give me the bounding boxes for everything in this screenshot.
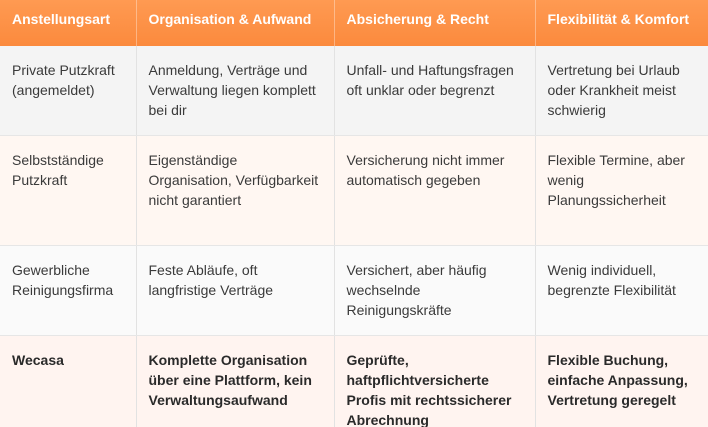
table-row-highlight: [0, 336, 708, 427]
header-flexibilitaet: Flexibilität & Komfort: [535, 0, 708, 46]
cell-anstellungsart: Selbstständige Putzkraft: [0, 136, 136, 246]
table-row: [0, 136, 708, 246]
cell-organisation: Komplette Organisation über eine Plattform, kein Verwaltungsaufwand: [136, 336, 334, 427]
cell-anstellungsart: Wecasa: [0, 336, 136, 427]
cell-flexibilitaet: Flexible Buchung, einfache Anpassung, Vertretung geregelt: [535, 336, 708, 427]
cell-absicherung: Unfall- und Haftungsfragen oft unklar oder begrenzt: [334, 46, 535, 136]
cell-anstellungsart: Private Putzkraft (angemeldet): [0, 46, 136, 136]
header-row: [0, 0, 708, 46]
cell-absicherung: Geprüfte, haftpflichtversicherte Profis mit rechtssicherer Abrechnung: [334, 336, 535, 427]
cell-organisation: Feste Abläufe, oft langfristige Verträge: [136, 246, 334, 336]
cell-flexibilitaet: Vertretung bei Urlaub oder Krankheit meist schwierig: [535, 46, 708, 136]
table-row: [0, 46, 708, 136]
cell-organisation: Anmeldung, Verträge und Verwaltung liegen komplett bei dir: [136, 46, 334, 136]
cell-absicherung: Versicherung nicht immer automatisch gegeben: [334, 136, 535, 246]
cell-anstellungsart: Gewerbliche Reinigungsfirma: [0, 246, 136, 336]
table-row: [0, 246, 708, 336]
header-absicherung: Absicherung & Recht: [334, 0, 535, 46]
cell-absicherung: Versichert, aber häufig wechselnde Reinigungskräfte: [334, 246, 535, 336]
header-organisation: Organisation & Aufwand: [136, 0, 334, 46]
cell-organisation: Eigenständige Organisation, Verfügbarkeit nicht garantiert: [136, 136, 334, 246]
cell-flexibilitaet: Wenig individuell, begrenzte Flexibilität: [535, 246, 708, 336]
table-body: [0, 46, 708, 427]
table-header: [0, 0, 708, 46]
cell-flexibilitaet: Flexible Termine, aber wenig Planungssicherheit: [535, 136, 708, 246]
header-anstellungsart: Anstellungsart: [0, 0, 136, 46]
